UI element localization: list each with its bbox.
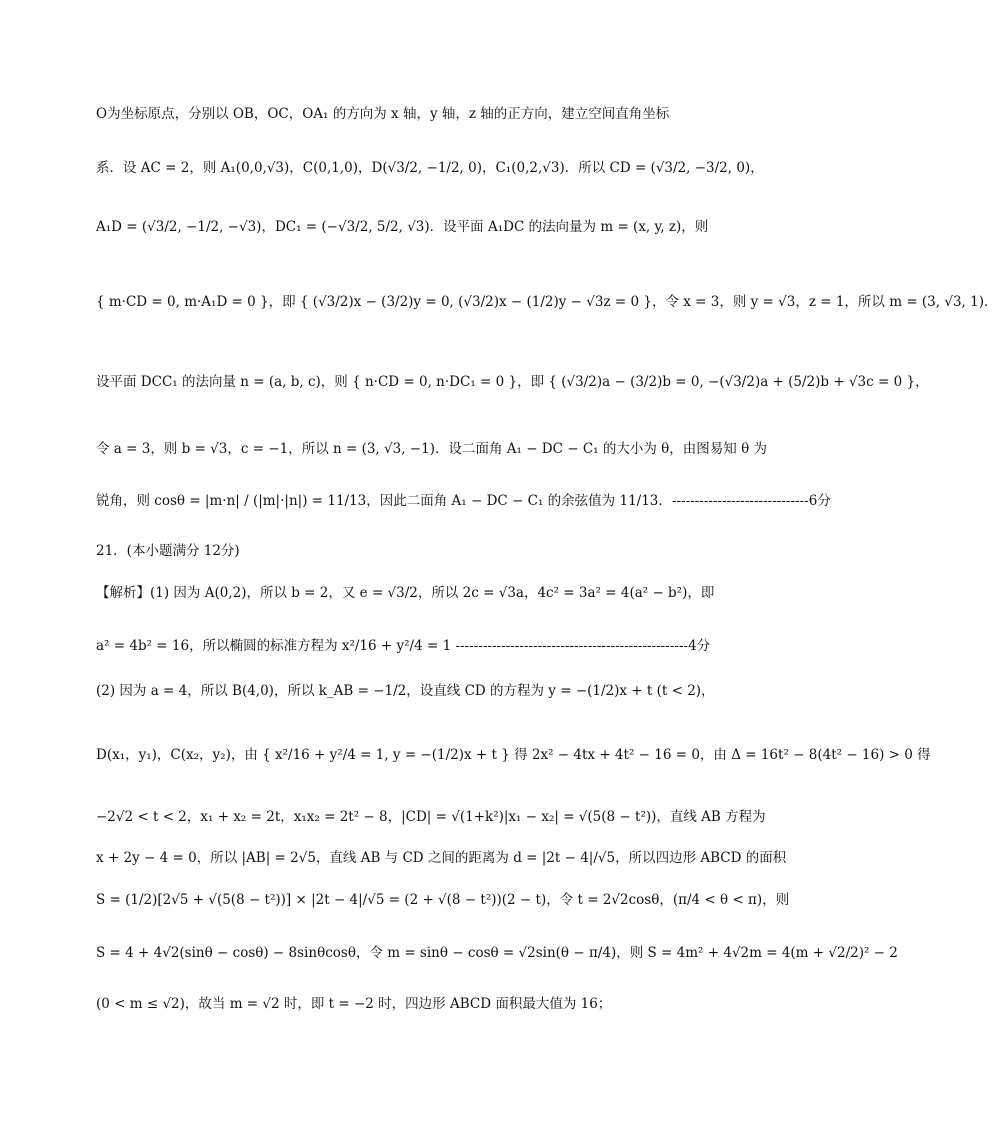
line-text: D(x₁，y₁)，C(x₂，y₂)，由 { x²/16 + y²/4 = 1, y = −(1/2)x + t } 得 2x² − 4tx + 4t² − 16 = 0，由 Δ = 16t² − 8(4t² − 16) > 0 得 (96, 747, 931, 763)
line-text: x + 2y − 4 = 0，所以 |AB| = 2√5，直线 AB 与 CD 之间的距离为 d = |2t − 4|/√5，所以四边形 ABCD 的面积 (96, 850, 787, 866)
line-text: 令 a = 3，则 b = √3，c = −1，所以 n = (3, √3, −1)．设二面角 A₁ − DC − C₁ 的大小为 θ，由图易知 θ 为 (96, 441, 768, 457)
text-line-7 (96, 491, 831, 511)
text-line-14 (96, 848, 787, 868)
text-line-10 (96, 636, 711, 656)
text-line-12 (96, 745, 931, 765)
text-line-1 (96, 104, 708, 124)
text-line-9 (96, 583, 715, 603)
line-text: 设平面 DCC₁ 的法向量 n = (a, b, c)，则 { n·CD = 0, n·DC₁ = 0 }，即 { (√3/2)a − (3/2)b = 0, −(√3/2)a + (5/2)b + √3c = 0 }， (96, 374, 929, 390)
line-text: (0 < m ≤ √2)，故当 m = √2 时，即 t = −2 时，四边形 ABCD 面积最大值为 16； (96, 996, 612, 1012)
text-line-17 (96, 994, 708, 1014)
line-text: O为坐标原点，分别以 OB，OC，OA₁ 的方向为 x 轴，y 轴，z 轴的正方向，建立空间直角坐标 (96, 106, 670, 122)
text-line-11 (96, 681, 715, 701)
line-text: 锐角，则 cosθ = |m·n| / (|m|·|n|) = 11/13，因此二面角 A₁ − DC − C₁ 的余弦值为 11/13．------------------------------6分 (96, 493, 831, 509)
text-line-16 (96, 943, 898, 963)
text-line-13 (96, 807, 766, 827)
text-line-5 (96, 372, 929, 392)
line-text: S = (1/2)[2√5 + √(5(8 − t²))] × |2t − 4|/√5 = (2 + √(8 − t²))(2 − t)，令 t = 2√2cosθ，(π/4 < θ < π)，则 (96, 892, 790, 908)
line-text: S = 4 + 4√2(sinθ − cosθ) − 8sinθcosθ，令 m = sinθ − cosθ = √2sin(θ − π/4)，则 S = 4m² + 4√2m = 4(m + √2/2)² − 2 (96, 945, 898, 961)
text-line-15 (96, 890, 790, 910)
line-text: 【解析】(1) 因为 A(0,2)，所以 b = 2，又 e = √3/2，所以 2c = √3a，4c² = 3a² = 4(a² − b²)，即 (96, 585, 715, 601)
text-line-6 (96, 439, 768, 459)
line-text: { m·CD = 0, m·A₁D = 0 }，即 { (√3/2)x − (3/2)y = 0, (√3/2)x − (1/2)y − √3z = 0 }，令 x = 3，则 y = √3，z = 1，所以 m = (3, √3, 1)． (96, 294, 998, 310)
line-text: a² = 4b² = 16，所以椭圆的标准方程为 x²/16 + y²/4 = 1 ---------------------------------------------------4分 (96, 638, 711, 654)
text-line-2 (96, 158, 764, 178)
line-text: A₁D = (√3/2, −1/2, −√3)，DC₁ = (−√3/2, 5/2, √3)．设平面 A₁DC 的法向量为 m = (x, y, z)，则 (96, 219, 709, 235)
line-text: 21．(本小题满分 12分) (96, 543, 240, 559)
text-line-3 (96, 217, 708, 237)
line-text: (2) 因为 a = 4，所以 B(4,0)，所以 k_AB = −1/2，设直线 CD 的方程为 y = −(1/2)x + t (t < 2)， (96, 683, 715, 699)
line-text: −2√2 < t < 2，x₁ + x₂ = 2t，x₁x₂ = 2t² − 8，|CD| = √(1+k²)|x₁ − x₂| = √(5(8 − t²))，直线 AB 方程为 (96, 809, 766, 825)
text-line-4 (96, 292, 998, 312)
section-heading (96, 541, 708, 561)
line-text: 系．设 AC = 2，则 A₁(0,0,√3)，C(0,1,0)，D(√3/2, −1/2, 0)，C₁(0,2,√3)．所以 CD = (√3/2, −3/2, 0)， (96, 160, 764, 176)
